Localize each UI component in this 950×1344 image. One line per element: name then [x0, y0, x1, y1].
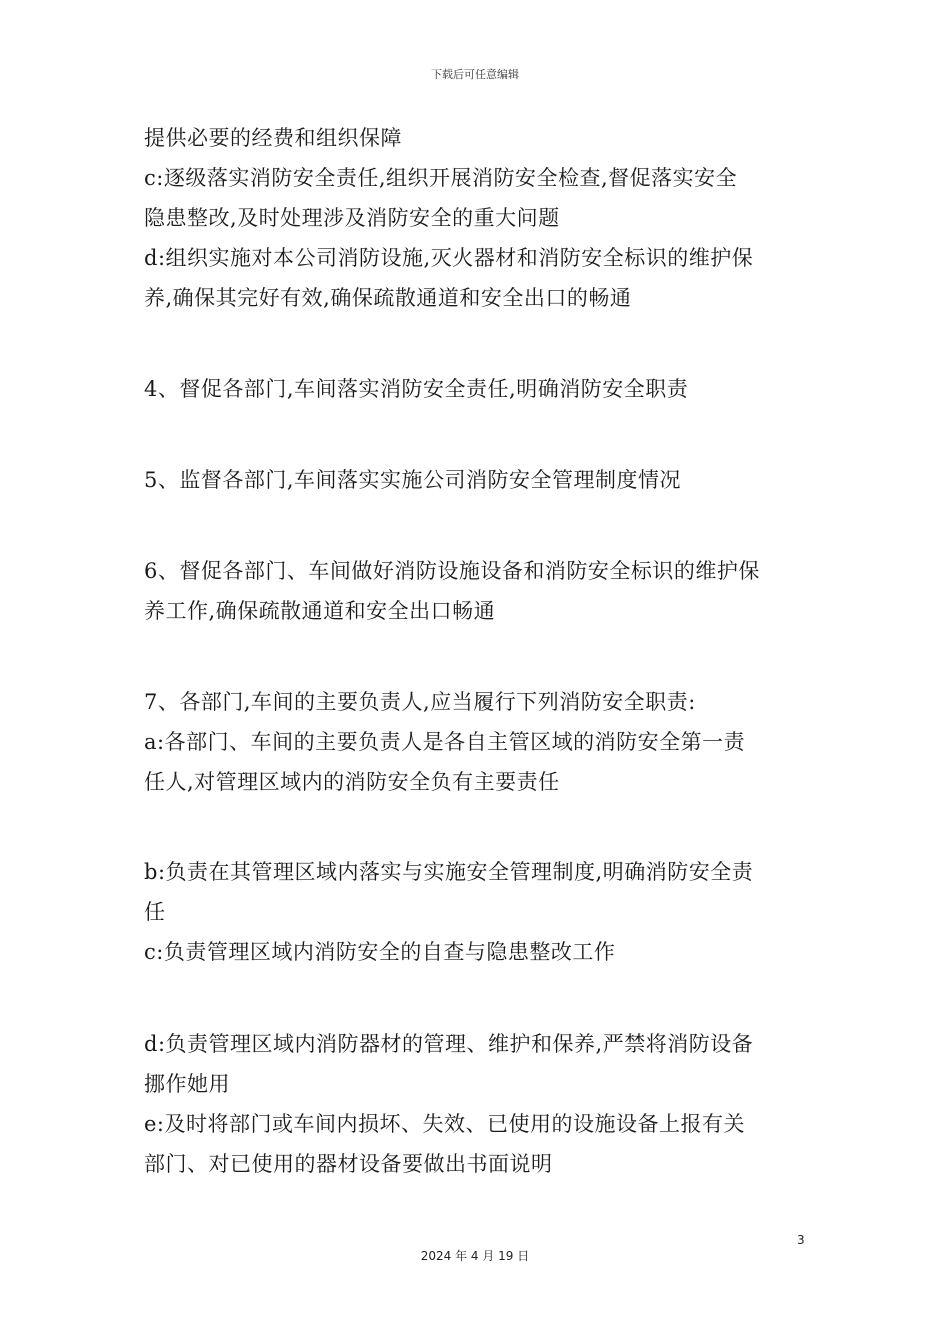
text-line: 部门、对已使用的器材设备要做出书面说明 — [144, 1152, 553, 1176]
page-header: 下载后可任意编辑 — [431, 68, 519, 81]
page-footer-date: 2024 年 4 月 19 日 — [420, 1249, 530, 1263]
page-number: 3 — [797, 1233, 805, 1247]
text-line: 任 — [144, 900, 166, 924]
text-line: 4、督促各部门,车间落实消防安全责任,明确消防安全职责 — [144, 377, 689, 401]
text-line: c:逐级落实消防安全责任,组织开展消防安全检查,督促落实安全 — [144, 166, 738, 190]
text-line: e:及时将部门或车间内损坏、失效、已使用的设施设备上报有关 — [144, 1112, 746, 1136]
text-line: a:各部门、车间的主要负责人是各自主管区域的消防安全第一责 — [144, 730, 746, 754]
text-line: 7、各部门,车间的主要负责人,应当履行下列消防安全职责: — [144, 690, 696, 714]
text-line: 6、督促各部门、车间做好消防设施设备和消防安全标识的维护保 — [144, 559, 760, 583]
text-line: d:负责管理区域内消防器材的管理、维护和保养,严禁将消防设备 — [144, 1032, 754, 1056]
text-line: 养工作,确保疏散通道和安全出口畅通 — [144, 599, 496, 623]
text-line: 挪作她用 — [144, 1072, 230, 1096]
text-line: 5、监督各部门,车间落实实施公司消防安全管理制度情况 — [144, 468, 682, 492]
text-line: b:负责在其管理区域内落实与实施安全管理制度,明确消防安全责 — [144, 860, 754, 884]
text-line: d:组织实施对本公司消防设施,灭火器材和消防安全标识的维护保 — [144, 246, 754, 270]
text-line: 提供必要的经费和组织保障 — [144, 126, 402, 150]
text-line: c:负责管理区域内消防安全的自查与隐患整改工作 — [144, 940, 616, 964]
text-line: 隐患整改,及时处理涉及消防安全的重大问题 — [144, 206, 560, 230]
text-line: 任人,对管理区域内的消防安全负有主要责任 — [144, 770, 560, 794]
text-line: 养,确保其完好有效,确保疏散通道和安全出口的畅通 — [144, 286, 632, 310]
